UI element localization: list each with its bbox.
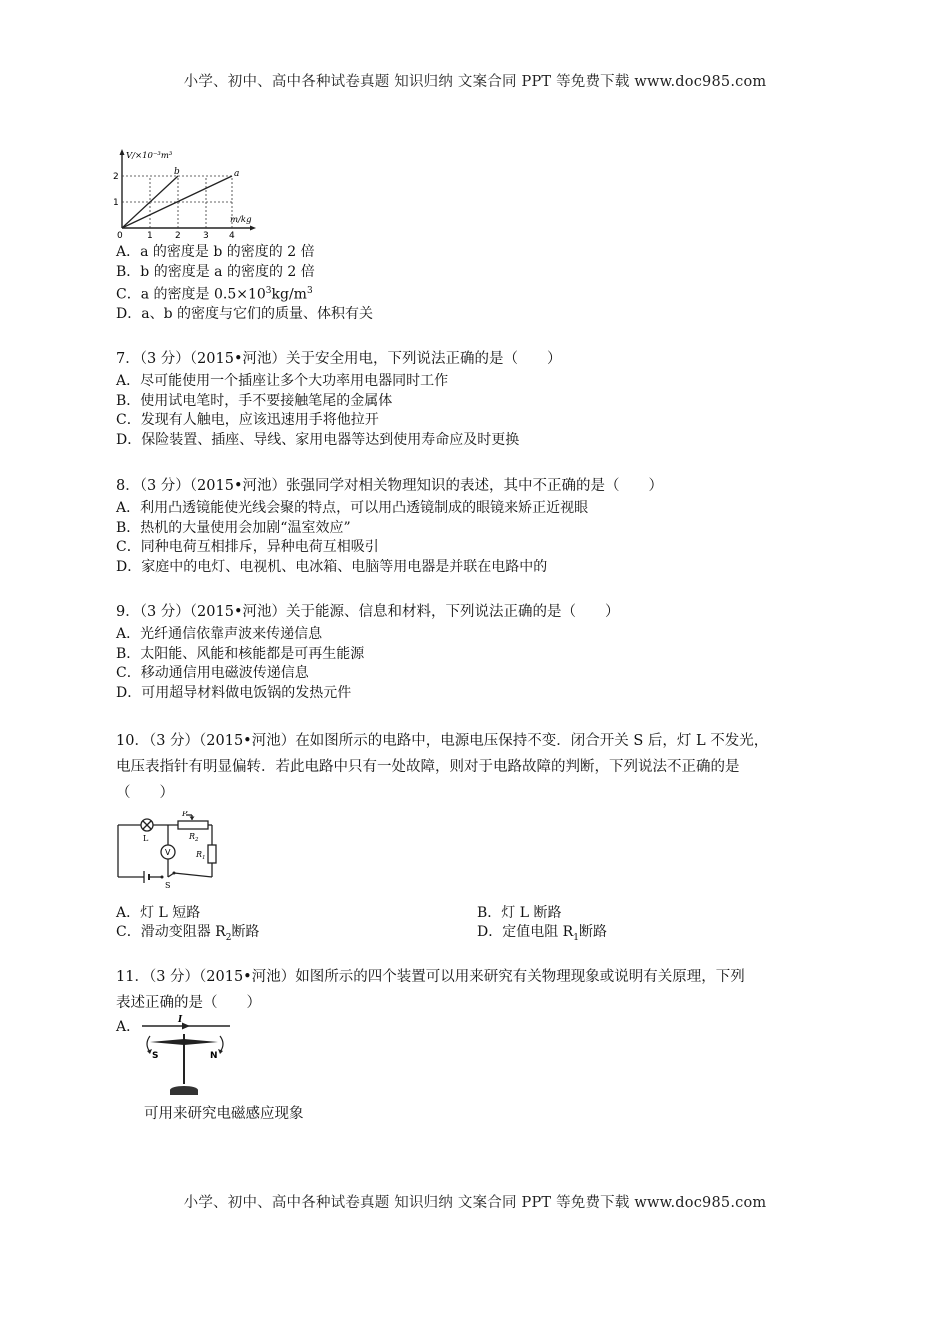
q11-option-a-caption: 可用来研究电磁感应现象 bbox=[144, 1106, 304, 1122]
page-header: 小学、初中、高中各种试卷真题 知识归纳 文案合同 PPT 等免费下载 www.doc985.com bbox=[183, 74, 767, 90]
q10-switch-label: S bbox=[165, 881, 171, 889]
q9-option-b: B．太阳能、风能和核能都是可再生能源 bbox=[116, 645, 365, 662]
q7-option-b: B．使用试电笔时，手不要接触笔尾的金属体 bbox=[116, 392, 393, 409]
q6-y-label: V/×10⁻³m³ bbox=[126, 151, 173, 161]
q10-stem-line1: 10．（3 分）（2015•河池）在如图所示的电路中，电源电压保持不变．闭合开关 S 后，灯 L 不发光， bbox=[116, 733, 769, 749]
q6-x-tick: 0 bbox=[117, 231, 123, 238]
q11-stem-line2: 表述正确的是（ ） bbox=[116, 995, 261, 1011]
q6-option-b: B．b 的密度是 a 的密度的 2 倍 bbox=[116, 263, 315, 280]
q10-stem-line2: 电压表指针有明显偏转．若此电路中只有一处故障，则对于电路故障的判断，下列说法不正确的是 bbox=[116, 759, 740, 775]
q6-label-b: b bbox=[174, 167, 180, 177]
q10-r2-label: $R_2$ bbox=[189, 832, 199, 843]
q10-r1-label: $R_1$ bbox=[196, 850, 206, 861]
q11-oersted-figure bbox=[140, 1012, 234, 1100]
q8-option-a: A．利用凸透镜能使光线会聚的特点，可以用凸透镜制成的眼镜来矫正近视眼 bbox=[116, 500, 589, 516]
question-11 bbox=[116, 964, 856, 1016]
q10-option-d: D．定值电阻 $R_1$断路 bbox=[477, 924, 607, 943]
q6-density-graph bbox=[112, 148, 260, 238]
q10-circuit-diagram bbox=[112, 811, 220, 889]
question-8 bbox=[116, 473, 856, 577]
q7-option-d: D．保险装置、插座、导线、家用电器等达到使用寿命应及时更换 bbox=[116, 431, 520, 448]
q7-option-a: A．尽可能使用一个插座让多个大功率用电器同时工作 bbox=[116, 373, 449, 389]
q6-x-label: m/kg bbox=[230, 215, 252, 225]
q7-option-c: C．发现有人触电，应该迅速用手将他拉开 bbox=[116, 412, 379, 428]
q6-option-a: A．a 的密度是 b 的密度的 2 倍 bbox=[116, 244, 315, 260]
page-footer: 小学、初中、高中各种试卷真题 知识归纳 文案合同 PPT 等免费下载 www.doc985.com bbox=[183, 1195, 767, 1211]
q6-options bbox=[116, 243, 856, 325]
q6-x-tick: 4 bbox=[229, 231, 235, 238]
q6-option-c: C．a 的密度是 $0.5\times 10^3kg/m^3$ bbox=[116, 286, 313, 303]
question-9 bbox=[116, 599, 856, 703]
q9-stem: 9．（3 分）（2015•河池）关于能源、信息和材料，下列说法正确的是（ ） bbox=[116, 604, 620, 620]
q8-option-c: C．同种电荷互相排斥，异种电荷互相吸引 bbox=[116, 539, 379, 555]
q9-option-d: D．可用超导材料做电饭锅的发热元件 bbox=[116, 684, 352, 701]
q6-option-d: D．a、b 的密度与它们的质量、体积有关 bbox=[116, 306, 373, 323]
q8-stem: 8．（3 分）（2015•河池）张强同学对相关物理知识的表述，其中不正确的是（ ） bbox=[116, 478, 664, 494]
q11-north-label: N bbox=[210, 1051, 218, 1061]
question-10 bbox=[116, 728, 856, 806]
q9-option-c: C．移动通信用电磁波传递信息 bbox=[116, 665, 309, 681]
q10-slider-label: P bbox=[182, 811, 188, 818]
q6-x-tick: 3 bbox=[203, 231, 209, 238]
q10-lamp-label: L bbox=[143, 834, 149, 843]
q6-x-tick: 1 bbox=[147, 231, 153, 238]
q11-stem-line1: 11．（3 分）（2015•河池）如图所示的四个装置可以用来研究有关物理现象或说明有关原理，下列 bbox=[116, 969, 745, 985]
q11-south-label: S bbox=[152, 1051, 159, 1061]
q11-option-a-label: A． bbox=[116, 1019, 141, 1035]
q10-option-c: C．滑动变阻器 $R_2$断路 bbox=[116, 924, 260, 943]
q6-y-tick: 1 bbox=[113, 198, 119, 208]
q7-stem: 7．（3 分）（2015•河池）关于安全用电，下列说法正确的是（ ） bbox=[116, 351, 562, 367]
q6-label-a: a bbox=[234, 169, 240, 179]
q10-option-b: B．灯 L 断路 bbox=[477, 905, 562, 921]
q6-x-tick: 2 bbox=[175, 231, 181, 238]
q6-y-tick: 2 bbox=[113, 172, 119, 182]
q10-stem-line3: （ ） bbox=[116, 785, 174, 801]
question-7 bbox=[116, 346, 856, 450]
q10-option-a: A．灯 L 短路 bbox=[116, 905, 201, 921]
q8-option-b: B．热机的大量使用会加剧“温室效应” bbox=[116, 519, 351, 536]
q11-current-label: I bbox=[178, 1015, 183, 1025]
q8-option-d: D．家庭中的电灯、电视机、电冰箱、电脑等用电器是并联在电路中的 bbox=[116, 558, 548, 575]
q10-voltmeter-label: V bbox=[165, 848, 171, 857]
q9-option-a: A．光纤通信依靠声波来传递信息 bbox=[116, 626, 323, 642]
